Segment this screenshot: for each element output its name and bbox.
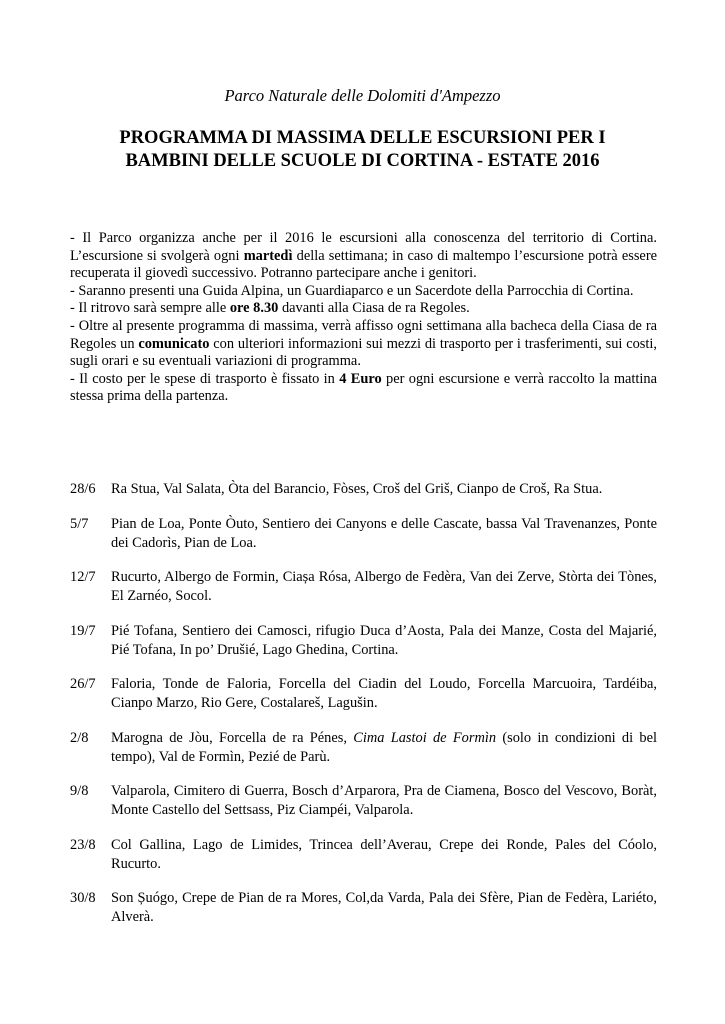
intro-text: - Il costo per le spese di trasporto è fissato in: [70, 370, 340, 387]
excursion-route: Col Gallina, Lago de Limides, Trincea dell’Averau, Crepe dei Ronde, Pales del Cóolo, Rucurto.: [111, 836, 657, 872]
intro-paragraph-5: [70, 371, 657, 406]
route-italic: Cima Lastoi de Formìn: [353, 729, 497, 746]
intro-text: della settimana; in caso di maltempo l’escursione potrà essere recuperata il giovedì successivo. Potranno partecipare anche i genitori.: [70, 247, 657, 282]
schedule-row: [70, 515, 657, 553]
excursion-date: 28/6: [70, 481, 96, 497]
title-line-1: PROGRAMMA DI MASSIMA DELLE ESCURSIONI PER I: [119, 128, 606, 148]
intro-paragraph-1: [70, 230, 657, 283]
document-title: [70, 127, 655, 173]
intro-text: per ogni escursione e verrà raccolto la mattina stessa prima della partenza.: [70, 370, 657, 405]
intro-bold: comunicato: [138, 335, 210, 352]
excursion-route: Faloria, Tonde de Faloria, Forcella del Ciadin del Loudo, Forcella Marcuoira, Tardéiba, Cianpo Marzo, Rio Gere, Costalareš, Lagušin.: [111, 676, 657, 711]
excursion-date: 26/7: [70, 676, 96, 692]
intro-paragraph-4: [70, 318, 657, 371]
route-text: (solo in condizioni di bel tempo), Val de Formìn, Pezié de Parù.: [111, 729, 657, 765]
excursion-schedule: [70, 480, 657, 943]
intro-bold: ore 8.30: [229, 300, 279, 317]
schedule-row: [70, 782, 657, 820]
excursion-date: 30/8: [70, 890, 96, 906]
intro-text: - Il Parco organizza anche per il 2016 le escursioni alla conoscenza del territorio di Cortina. L’escursione si svolgerà ogni: [70, 230, 657, 264]
schedule-row: [70, 889, 657, 927]
excursion-route: Ra Stua, Val Salata, Òta del Barancio, Fòses, Croš del Griš, Cianpo de Croš, Ra Stua.: [111, 481, 603, 497]
excursion-route: Son Șuógo, Crepe de Pian de ra Mores, Col,da Varda, Pala dei Sfère, Pian de Fedèra, Lariéto, Alverà.: [111, 890, 657, 925]
schedule-row: [70, 568, 657, 606]
intro-text: - Il ritrovo sarà sempre alle: [70, 300, 230, 317]
excursion-route: [111, 729, 657, 767]
excursion-route: Rucurto, Albergo de Formin, Ciașa Rósa, Albergo de Fedèra, Van dei Zerve, Stòrta dei Tònes, El Zarnéo, Socol.: [111, 569, 657, 604]
title-line-2: BAMBINI DELLE SCUOLE DI CORTINA - ESTATE 2016: [125, 151, 600, 171]
schedule-row: [70, 836, 657, 874]
schedule-row: [70, 622, 657, 660]
excursion-date: 12/7: [70, 569, 96, 585]
excursion-route: Pian de Loa, Ponte Òuto, Sentiero dei Canyons e delle Cascate, bassa Val Travenanzes, Ponte dei Cadorìs, Pian de Loa.: [111, 515, 657, 551]
intro-text: con ulteriori informazioni sui mezzi di trasporto per i trasferimenti, sui costi, sugli orari e su eventuali variazioni di programma.: [70, 335, 657, 370]
excursion-date: 19/7: [70, 622, 96, 639]
excursion-route: Pié Tofana, Sentiero dei Camosci, rifugio Duca d’Aosta, Pala dei Manze, Costa del Majarié, Pié Tofana, In po’ Drušié, Lago Ghedina, Cortina.: [111, 622, 657, 658]
schedule-row: [70, 729, 657, 767]
schedule-row: [70, 480, 657, 499]
route-text: Marogna de Jòu, Forcella de ra Pénes,: [111, 729, 354, 746]
intro-bold: 4 Euro: [339, 370, 382, 387]
excursion-date: 23/8: [70, 836, 96, 853]
intro-text: - Oltre al presente programma di massima, verrà affisso ogni settimana alla bacheca della Ciasa de ra Regoles un: [70, 317, 657, 352]
intro-bold: martedì: [243, 247, 293, 264]
intro-section: [70, 230, 657, 406]
intro-paragraph-2: - Saranno presenti una Guida Alpina, un Guardiaparco e un Sacerdote della Parrocchia di Cortina.: [70, 282, 634, 299]
park-subtitle: Parco Naturale delle Dolomiti d'Ampezzo: [224, 86, 501, 105]
intro-text: davanti alla Ciasa de ra Regoles.: [278, 300, 470, 317]
excursion-date: 9/8: [70, 783, 89, 799]
schedule-row: [70, 675, 657, 713]
excursion-date: 2/8: [70, 729, 89, 746]
excursion-route: Valparola, Cimitero di Guerra, Bosch d’Arparora, Pra de Ciamena, Bosco del Vescovo, Boràt, Monte Castello del Settsass, Piz Ciampéi, Valparola.: [111, 783, 657, 818]
excursion-date: 5/7: [70, 515, 89, 532]
intro-paragraph-3: [70, 300, 657, 318]
